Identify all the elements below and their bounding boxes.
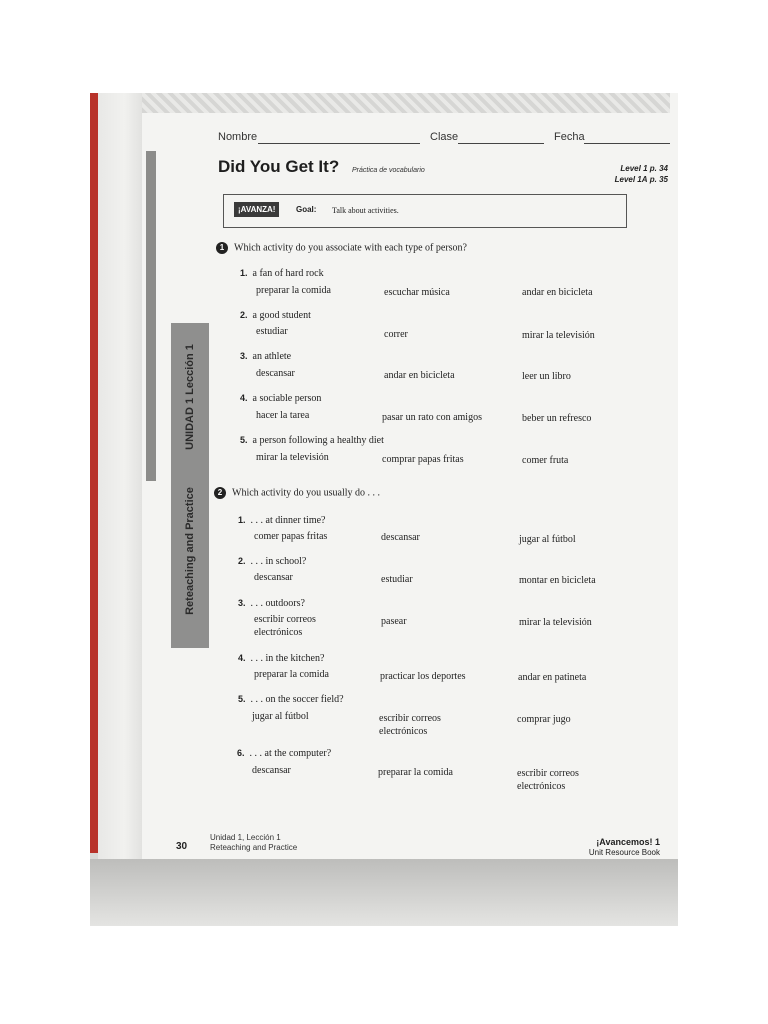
s2-item-3-option-b[interactable]: pasear bbox=[381, 616, 407, 627]
s2-item-3-option-c[interactable]: mirar la televisión bbox=[519, 617, 592, 628]
s2-item-6-option-b[interactable]: preparar la comida bbox=[378, 767, 453, 778]
s1-item-5-option-a[interactable]: mirar la televisión bbox=[256, 452, 329, 463]
s2-item-5-option-a[interactable]: jugar al fútbol bbox=[252, 711, 309, 722]
page-edges bbox=[98, 93, 142, 859]
side-tab-section: Reteaching and Practice bbox=[184, 487, 196, 615]
s2-item-4-option-b[interactable]: practicar los deportes bbox=[380, 671, 466, 682]
section1-question: 1 Which activity do you associate with each type of person? bbox=[216, 242, 467, 254]
side-tab-unit: UNIDAD 1 Lección 1 bbox=[184, 344, 196, 450]
section2-question: 2 Which activity do you usually do . . . bbox=[214, 487, 380, 499]
side-tab bbox=[171, 323, 209, 648]
scanned-page bbox=[90, 93, 678, 926]
s1-item-3-option-c[interactable]: leer un libro bbox=[522, 371, 571, 382]
level-ref-2: Level 1A p. 35 bbox=[614, 175, 668, 184]
footer-left bbox=[210, 833, 297, 853]
s1-item-1-prompt: 1. a fan of hard rock bbox=[240, 268, 324, 279]
s2-item-2-prompt: 2. . . . in school? bbox=[238, 556, 307, 567]
page-title: Did You Get It? bbox=[218, 157, 340, 176]
s1-item-1-option-c[interactable]: andar en bicicleta bbox=[522, 287, 593, 298]
s2-item-5-prompt: 5. . . . on the soccer field? bbox=[238, 694, 344, 705]
date-label: Fecha bbox=[554, 131, 585, 143]
s2-item-4-option-c[interactable]: andar en patineta bbox=[518, 672, 587, 683]
avanza-badge: ¡AVANZA! bbox=[234, 202, 279, 217]
s2-item-2-option-a[interactable]: descansar bbox=[254, 572, 293, 583]
binding-shadow bbox=[146, 151, 156, 481]
name-label: Nombre bbox=[218, 131, 258, 143]
goal-text: Talk about activities. bbox=[332, 206, 399, 215]
footer-left-line1: Unidad 1, Lección 1 bbox=[210, 833, 281, 842]
s1-item-4-option-b[interactable]: pasar un rato con amigos bbox=[382, 412, 482, 423]
class-field[interactable] bbox=[458, 143, 544, 144]
footer-left-line2: Reteaching and Practice bbox=[210, 843, 298, 852]
s1-item-4-option-a[interactable]: hacer la tarea bbox=[256, 410, 310, 421]
s2-item-6-option-a[interactable]: descansar bbox=[252, 765, 291, 776]
section2-number: 2 bbox=[214, 487, 226, 499]
s1-item-2-option-b[interactable]: correr bbox=[384, 329, 408, 340]
page-subtitle: Práctica de vocabulario bbox=[352, 167, 425, 174]
s1-item-5-prompt: 5. a person following a healthy diet bbox=[240, 435, 384, 446]
class-label: Clase bbox=[430, 131, 459, 143]
s1-item-5-option-b[interactable]: comprar papas fritas bbox=[382, 454, 464, 465]
s1-item-4-prompt: 4. a sociable person bbox=[240, 393, 322, 404]
section1-number: 1 bbox=[216, 242, 228, 254]
top-pattern-band bbox=[142, 93, 670, 113]
footer-right-line2: Unit Resource Book bbox=[588, 848, 660, 857]
s2-item-3-option-a[interactable]: escribir correos electrónicos bbox=[254, 614, 316, 638]
scan-bottom-shadow bbox=[90, 859, 678, 926]
s2-item-1-option-c[interactable]: jugar al fútbol bbox=[519, 534, 576, 545]
s2-item-6-prompt: 6. . . . at the computer? bbox=[237, 748, 332, 759]
s1-item-3-prompt: 3. an athlete bbox=[240, 351, 292, 362]
s2-item-4-prompt: 4. . . . in the kitchen? bbox=[238, 653, 325, 664]
s2-item-2-option-c[interactable]: montar en bicicleta bbox=[519, 575, 596, 586]
s1-item-4-option-c[interactable]: beber un refresco bbox=[522, 413, 592, 424]
s2-item-1-option-a[interactable]: comer papas fritas bbox=[254, 531, 328, 542]
s2-item-4-option-a[interactable]: preparar la comida bbox=[254, 669, 329, 680]
book-spine-edge bbox=[90, 93, 98, 853]
s2-item-2-option-b[interactable]: estudiar bbox=[381, 574, 413, 585]
s1-item-5-option-c[interactable]: comer fruta bbox=[522, 455, 569, 466]
s1-item-1-option-b[interactable]: escuchar música bbox=[384, 287, 450, 298]
s1-item-3-option-a[interactable]: descansar bbox=[256, 368, 295, 379]
goal-label: Goal: bbox=[296, 205, 317, 214]
s1-item-3-option-b[interactable]: andar en bicicleta bbox=[384, 370, 455, 381]
footer-right bbox=[530, 837, 660, 858]
page-number: 30 bbox=[176, 841, 188, 852]
s2-item-3-prompt: 3. . . . outdoors? bbox=[238, 598, 305, 609]
s1-item-2-prompt: 2. a good student bbox=[240, 310, 311, 321]
s2-item-1-option-b[interactable]: descansar bbox=[381, 532, 420, 543]
goal-box bbox=[223, 194, 627, 228]
s2-item-6-option-c[interactable]: escribir correos electrónicos bbox=[517, 768, 579, 792]
s2-item-1-prompt: 1. . . . at dinner time? bbox=[238, 515, 326, 526]
name-field[interactable] bbox=[258, 143, 420, 144]
level-ref-1: Level 1 p. 34 bbox=[620, 164, 668, 173]
s1-item-2-option-a[interactable]: estudiar bbox=[256, 326, 288, 337]
s2-item-5-option-b[interactable]: escribir correos electrónicos bbox=[379, 713, 441, 737]
s1-item-1-option-a[interactable]: preparar la comida bbox=[256, 285, 331, 296]
date-field[interactable] bbox=[584, 143, 670, 144]
s2-item-5-option-c[interactable]: comprar jugo bbox=[517, 714, 571, 725]
footer-right-line1: ¡Avancemos! 1 bbox=[596, 837, 660, 847]
s1-item-2-option-c[interactable]: mirar la televisión bbox=[522, 330, 595, 341]
